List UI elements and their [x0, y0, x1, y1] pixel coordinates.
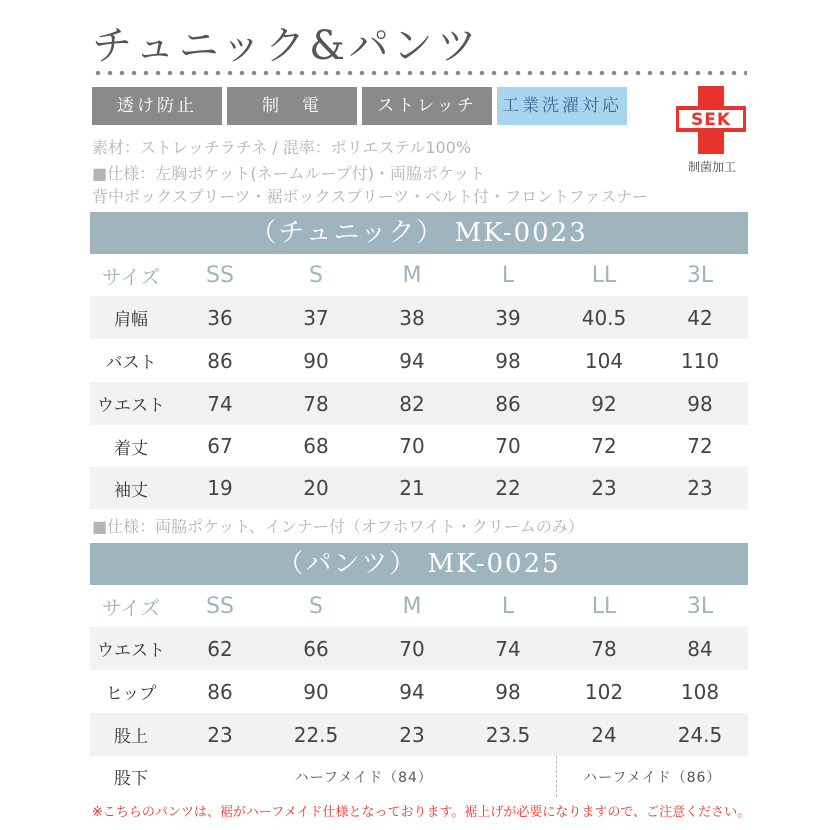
table-row	[90, 670, 748, 713]
table-cell: 110	[652, 339, 748, 382]
spec-info: ■仕様：左胸ポケット(ネームループ付)・両脇ポケット	[92, 164, 486, 183]
table-cell: 74	[172, 382, 268, 425]
table-cell: 78	[556, 627, 652, 670]
table-cell: 98	[460, 339, 556, 382]
row-label: 股下	[90, 756, 172, 797]
table-cell: 90	[268, 670, 364, 713]
header-cell: M	[364, 254, 460, 296]
header-cell: 3L	[652, 585, 748, 627]
header-cell: SS	[172, 585, 268, 627]
pants-size-table	[90, 585, 748, 797]
dotted-divider	[92, 70, 747, 76]
tag-industrial-wash: 工業洗濯対応	[497, 87, 627, 125]
table-cell: 22	[460, 467, 556, 509]
table-cell: 40.5	[556, 296, 652, 339]
table-cell: 19	[172, 467, 268, 509]
table-cell: 22.5	[268, 713, 364, 756]
table-row	[90, 713, 748, 756]
table-cell: 92	[556, 382, 652, 425]
table-cell: 98	[652, 382, 748, 425]
tunic-size-table	[90, 254, 748, 509]
header-cell: SS	[172, 254, 268, 296]
table-row-inseam	[90, 756, 748, 797]
table-cell: 104	[556, 339, 652, 382]
pants-band: （パンツ） MK-0025	[90, 543, 748, 585]
table-cell: 42	[652, 296, 748, 339]
table-cell: 86	[460, 382, 556, 425]
header-cell: L	[460, 254, 556, 296]
row-label: 肩幅	[90, 296, 172, 339]
table-cell: 84	[652, 627, 748, 670]
row-label: バスト	[90, 339, 172, 382]
table-cell: 70	[460, 425, 556, 467]
table-row	[90, 339, 748, 382]
header-cell: S	[268, 585, 364, 627]
table-cell: 23.5	[460, 713, 556, 756]
row-label: ヒップ	[90, 670, 172, 713]
table-cell: 90	[268, 339, 364, 382]
table-cell: 94	[364, 670, 460, 713]
table-cell: 24.5	[652, 713, 748, 756]
table-cell: 86	[172, 339, 268, 382]
table-cell: 108	[652, 670, 748, 713]
table-cell: 36	[172, 296, 268, 339]
table-cell: 24	[556, 713, 652, 756]
table-cell: 72	[652, 425, 748, 467]
tunic-band: （チュニック） MK-0023	[90, 212, 748, 254]
sek-caption: 制菌加工	[687, 160, 736, 174]
table-cell: 82	[364, 382, 460, 425]
pants-spec-info: ■仕様：両脇ポケット、インナー付（オフホワイト・クリームのみ）	[92, 517, 584, 536]
header-cell: LL	[556, 585, 652, 627]
header-cell: M	[364, 585, 460, 627]
spec-info-continued: 背中ボックスプリーツ・裾ボックスプリーツ・ベルト付・フロントファスナー	[92, 187, 649, 206]
material-info: 素材：ストレッチラチネ / 混率：ポリエステル100%	[92, 138, 472, 157]
sek-badge	[672, 86, 752, 176]
table-cell: 67	[172, 425, 268, 467]
table-cell: 23	[172, 713, 268, 756]
sek-label: SEK	[678, 109, 744, 129]
table-cell: 23	[556, 467, 652, 509]
inseam-half-made-b: ハーフメイド（86）	[556, 756, 748, 797]
header-cell: サイズ	[90, 585, 172, 627]
table-cell: 98	[460, 670, 556, 713]
header-cell: サイズ	[90, 254, 172, 296]
table-cell: 23	[652, 467, 748, 509]
table-cell: 86	[172, 670, 268, 713]
row-label: 股上	[90, 713, 172, 756]
header-cell: L	[460, 585, 556, 627]
table-cell: 39	[460, 296, 556, 339]
table-header-row	[90, 254, 748, 296]
table-cell: 38	[364, 296, 460, 339]
table-row	[90, 296, 748, 339]
header-cell: LL	[556, 254, 652, 296]
row-label: 袖丈	[90, 467, 172, 509]
row-label: ウエスト	[90, 627, 172, 670]
table-cell: 37	[268, 296, 364, 339]
table-cell: 94	[364, 339, 460, 382]
header-cell: 3L	[652, 254, 748, 296]
table-cell: 78	[268, 382, 364, 425]
table-cell: 72	[556, 425, 652, 467]
table-cell: 102	[556, 670, 652, 713]
footnote: ※こちらのパンツは、裾がハーフメイド仕様となっております。裾上げが必要になりますので、ご注意ください。	[92, 805, 751, 820]
table-cell: 23	[364, 713, 460, 756]
table-cell: 20	[268, 467, 364, 509]
table-cell: 70	[364, 425, 460, 467]
header-cell: S	[268, 254, 364, 296]
table-cell: 62	[172, 627, 268, 670]
table-row	[90, 627, 748, 670]
tag-see-through-prevention: 透け防止	[92, 87, 222, 125]
row-label: ウエスト	[90, 382, 172, 425]
table-cell: 70	[364, 627, 460, 670]
tag-antistatic: 制 電	[227, 87, 357, 125]
table-row	[90, 467, 748, 509]
page-title: チュニック&パンツ	[92, 23, 481, 69]
tag-stretch: ストレッチ	[362, 87, 492, 125]
table-cell: 21	[364, 467, 460, 509]
table-cell: 68	[268, 425, 364, 467]
table-row	[90, 382, 748, 425]
table-row	[90, 425, 748, 467]
table-cell: 74	[460, 627, 556, 670]
table-header-row	[90, 585, 748, 627]
table-cell: 66	[268, 627, 364, 670]
row-label: 着丈	[90, 425, 172, 467]
inseam-half-made-a: ハーフメイド（84）	[172, 756, 556, 797]
